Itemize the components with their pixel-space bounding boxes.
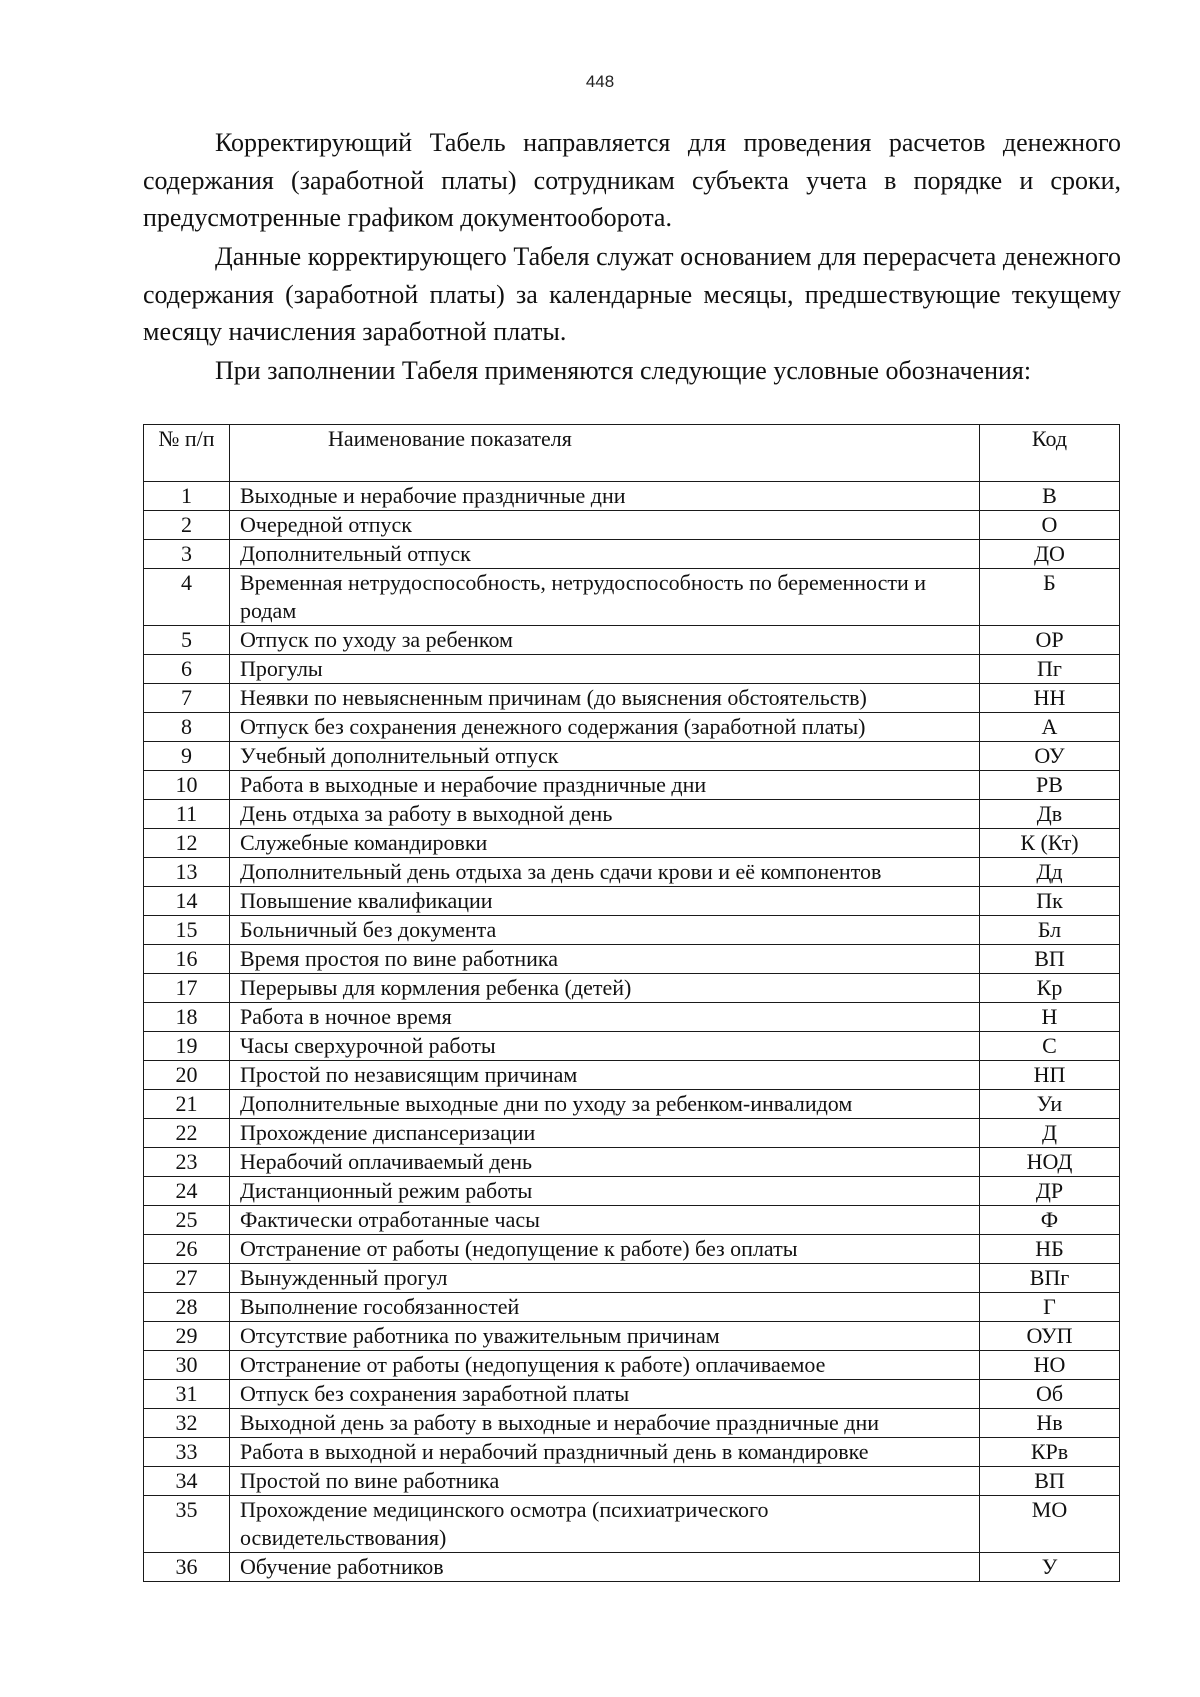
row-indicator-name: Дополнительный день отдыха за день сдачи крови и её компонентов: [230, 858, 980, 887]
row-code: Г: [980, 1293, 1120, 1322]
table-row: [144, 1119, 1120, 1148]
table-row: [144, 1206, 1120, 1235]
table-header-row: [144, 425, 1120, 482]
row-indicator-name: Прохождение диспансеризации: [230, 1119, 980, 1148]
row-indicator-name: Временная нетрудоспособность, нетрудоспособность по беременности и родам: [230, 569, 980, 626]
row-indicator-name: Выходные и нерабочие праздничные дни: [230, 482, 980, 511]
table-row: [144, 713, 1120, 742]
row-indicator-name: Работа в выходные и нерабочие праздничные дни: [230, 771, 980, 800]
row-indicator-name: Служебные командировки: [230, 829, 980, 858]
row-indicator-name: Выполнение гособязанностей: [230, 1293, 980, 1322]
row-number: 8: [144, 713, 230, 742]
row-code: Ф: [980, 1206, 1120, 1235]
row-number: 18: [144, 1003, 230, 1032]
row-indicator-name: Простой по вине работника: [230, 1467, 980, 1496]
row-indicator-name: Отстранение от работы (недопущения к работе) оплачиваемое: [230, 1351, 980, 1380]
row-code: О: [980, 511, 1120, 540]
row-code: Нв: [980, 1409, 1120, 1438]
paragraph-text: Корректирующий Табель направляется для проведения расчетов денежного содержания (заработной платы) сотрудникам субъекта учета в порядке и сроки, предусмотренные графиком документооборота.: [143, 128, 1121, 232]
row-number: 26: [144, 1235, 230, 1264]
row-indicator-name: Время простоя по вине работника: [230, 945, 980, 974]
table-row: [144, 916, 1120, 945]
row-code: В: [980, 482, 1120, 511]
row-code: ОУП: [980, 1322, 1120, 1351]
row-number: 21: [144, 1090, 230, 1119]
row-indicator-name: Дистанционный режим работы: [230, 1177, 980, 1206]
row-code: НН: [980, 684, 1120, 713]
codes-table-container: [143, 424, 1119, 1582]
row-number: 22: [144, 1119, 230, 1148]
row-code: НО: [980, 1351, 1120, 1380]
row-code: Уи: [980, 1090, 1120, 1119]
header-indicator-name: Наименование показателя: [230, 425, 980, 482]
row-number: 7: [144, 684, 230, 713]
table-row: [144, 1061, 1120, 1090]
row-code: ДО: [980, 540, 1120, 569]
table-row: [144, 482, 1120, 511]
table-row: [144, 974, 1120, 1003]
row-number: 29: [144, 1322, 230, 1351]
row-number: 23: [144, 1148, 230, 1177]
header-code: Код: [980, 425, 1120, 482]
row-code: ВП: [980, 1467, 1120, 1496]
row-number: 6: [144, 655, 230, 684]
paragraph-text: Данные корректирующего Табеля служат основанием для перерасчета денежного содержания (заработной платы) за календарные месяцы, предшествующие текущему месяцу начисления заработной платы.: [143, 242, 1121, 346]
row-indicator-name: Отстранение от работы (недопущение к работе) без оплаты: [230, 1235, 980, 1264]
row-indicator-name: Обучение работников: [230, 1553, 980, 1582]
row-indicator-name: Работа в ночное время: [230, 1003, 980, 1032]
table-row: [144, 1467, 1120, 1496]
page-number: 448: [585, 72, 615, 91]
row-number: 36: [144, 1553, 230, 1582]
row-number: 5: [144, 626, 230, 655]
row-number: 34: [144, 1467, 230, 1496]
table-row: [144, 1409, 1120, 1438]
row-number: 25: [144, 1206, 230, 1235]
row-number: 14: [144, 887, 230, 916]
table-row: [144, 829, 1120, 858]
row-number: 11: [144, 800, 230, 829]
row-code: ОУ: [980, 742, 1120, 771]
table-row: [144, 626, 1120, 655]
row-code: ДР: [980, 1177, 1120, 1206]
row-code: К (Кт): [980, 829, 1120, 858]
row-code: Дв: [980, 800, 1120, 829]
row-code: Н: [980, 1003, 1120, 1032]
table-row: [144, 540, 1120, 569]
row-code: НОД: [980, 1148, 1120, 1177]
row-code: КРв: [980, 1438, 1120, 1467]
row-code: Пк: [980, 887, 1120, 916]
row-number: 33: [144, 1438, 230, 1467]
table-row: [144, 1090, 1120, 1119]
paragraph-text: При заполнении Табеля применяются следующие условные обозначения:: [215, 356, 1032, 385]
table-row: [144, 1438, 1120, 1467]
table-row: [144, 1293, 1120, 1322]
table-row: [144, 858, 1120, 887]
row-code: Бл: [980, 916, 1120, 945]
row-number: 35: [144, 1496, 230, 1553]
row-indicator-name: Работа в выходной и нерабочий праздничный день в командировке: [230, 1438, 980, 1467]
row-number: 27: [144, 1264, 230, 1293]
row-number: 13: [144, 858, 230, 887]
row-code: МО: [980, 1496, 1120, 1553]
row-code: Б: [980, 569, 1120, 626]
row-indicator-name: Перерывы для кормления ребенка (детей): [230, 974, 980, 1003]
header-number: № п/п: [144, 425, 230, 482]
table-row: [144, 887, 1120, 916]
row-number: 30: [144, 1351, 230, 1380]
row-indicator-name: Дополнительные выходные дни по уходу за ребенком-инвалидом: [230, 1090, 980, 1119]
row-indicator-name: Прохождение медицинского осмотра (психиатрического освидетельствования): [230, 1496, 980, 1553]
row-indicator-name: Простой по независящим причинам: [230, 1061, 980, 1090]
row-code: ВПг: [980, 1264, 1120, 1293]
row-number: 2: [144, 511, 230, 540]
table-row: [144, 1003, 1120, 1032]
row-indicator-name: Прогулы: [230, 655, 980, 684]
row-number: 32: [144, 1409, 230, 1438]
table-row: [144, 1177, 1120, 1206]
table-row: [144, 569, 1120, 626]
row-code: НБ: [980, 1235, 1120, 1264]
row-number: 1: [144, 482, 230, 511]
row-number: 15: [144, 916, 230, 945]
table-row: [144, 1235, 1120, 1264]
row-indicator-name: Выходной день за работу в выходные и нерабочие праздничные дни: [230, 1409, 980, 1438]
row-indicator-name: Отпуск без сохранения заработной платы: [230, 1380, 980, 1409]
row-number: 12: [144, 829, 230, 858]
row-code: ВП: [980, 945, 1120, 974]
row-indicator-name: Нерабочий оплачиваемый день: [230, 1148, 980, 1177]
row-indicator-name: Отсутствие работника по уважительным причинам: [230, 1322, 980, 1351]
row-code: У: [980, 1553, 1120, 1582]
table-row: [144, 511, 1120, 540]
table-row: [144, 1322, 1120, 1351]
row-code: Кр: [980, 974, 1120, 1003]
row-number: 3: [144, 540, 230, 569]
table-row: [144, 945, 1120, 974]
row-number: 31: [144, 1380, 230, 1409]
paragraph-legend-intro: [143, 352, 1121, 390]
row-code: А: [980, 713, 1120, 742]
row-number: 19: [144, 1032, 230, 1061]
row-indicator-name: Дополнительный отпуск: [230, 540, 980, 569]
table-row: [144, 684, 1120, 713]
row-indicator-name: День отдыха за работу в выходной день: [230, 800, 980, 829]
row-indicator-name: Повышение квалификации: [230, 887, 980, 916]
row-code: Пг: [980, 655, 1120, 684]
row-code: Об: [980, 1380, 1120, 1409]
row-code: Д: [980, 1119, 1120, 1148]
row-indicator-name: Фактически отработанные часы: [230, 1206, 980, 1235]
row-code: РВ: [980, 771, 1120, 800]
table-row: [144, 1148, 1120, 1177]
paragraph-recalculation: [143, 238, 1121, 351]
row-number: 9: [144, 742, 230, 771]
table-row: [144, 1351, 1120, 1380]
table-row: [144, 771, 1120, 800]
row-indicator-name: Вынужденный прогул: [230, 1264, 980, 1293]
row-code: Дд: [980, 858, 1120, 887]
row-number: 28: [144, 1293, 230, 1322]
row-number: 4: [144, 569, 230, 626]
row-indicator-name: Учебный дополнительный отпуск: [230, 742, 980, 771]
row-code: НП: [980, 1061, 1120, 1090]
row-indicator-name: Больничный без документа: [230, 916, 980, 945]
table-row: [144, 1496, 1120, 1553]
row-number: 16: [144, 945, 230, 974]
row-number: 20: [144, 1061, 230, 1090]
paragraph-intro: [143, 124, 1121, 237]
row-indicator-name: Отпуск по уходу за ребенком: [230, 626, 980, 655]
row-indicator-name: Очередной отпуск: [230, 511, 980, 540]
row-indicator-name: Часы сверхурочной работы: [230, 1032, 980, 1061]
row-number: 24: [144, 1177, 230, 1206]
table-row: [144, 655, 1120, 684]
row-indicator-name: Неявки по невыясненным причинам (до выяснения обстоятельств): [230, 684, 980, 713]
table-row: [144, 742, 1120, 771]
codes-table-body: [144, 482, 1120, 1582]
row-code: С: [980, 1032, 1120, 1061]
row-number: 10: [144, 771, 230, 800]
row-number: 17: [144, 974, 230, 1003]
table-row: [144, 800, 1120, 829]
row-indicator-name: Отпуск без сохранения денежного содержания (заработной платы): [230, 713, 980, 742]
table-row: [144, 1264, 1120, 1293]
table-row: [144, 1553, 1120, 1582]
codes-table: [143, 424, 1120, 1582]
row-code: ОР: [980, 626, 1120, 655]
table-row: [144, 1032, 1120, 1061]
table-row: [144, 1380, 1120, 1409]
